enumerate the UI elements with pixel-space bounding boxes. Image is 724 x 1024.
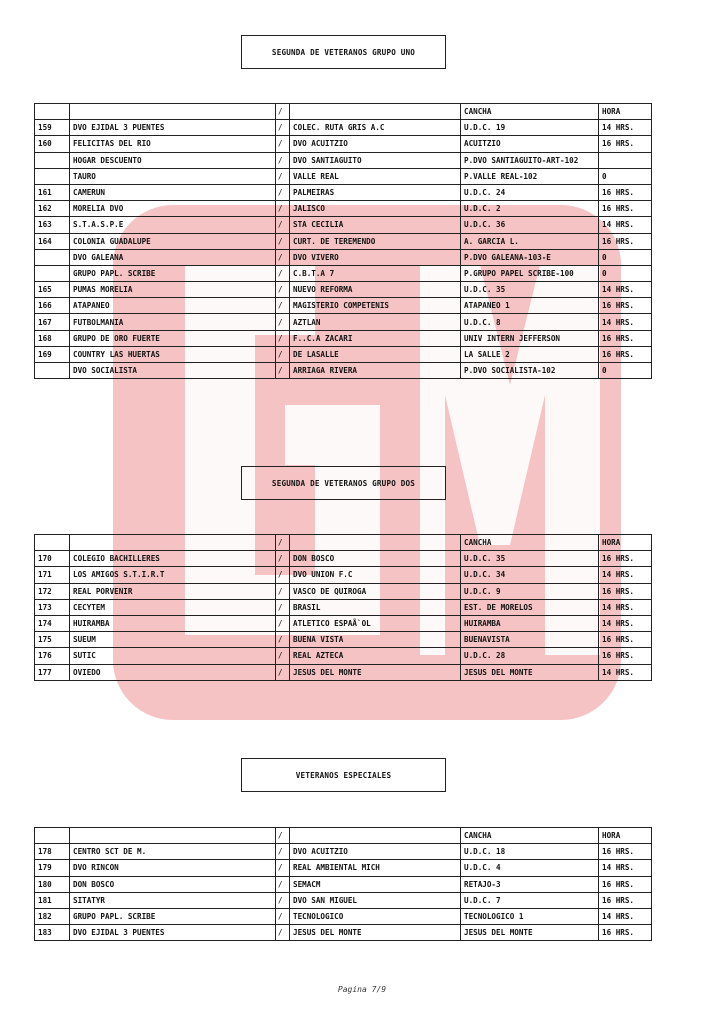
home-team-cell: CAMERUN [70, 184, 276, 200]
separator-cell: / [276, 346, 290, 362]
away-team-cell: STA CECILIA [290, 217, 461, 233]
venue-cell: BUENAVISTA [461, 632, 599, 648]
table-row [35, 249, 652, 265]
table-row [35, 298, 652, 314]
match-number-cell: 163 [35, 217, 70, 233]
separator-cell: / [276, 249, 290, 265]
time-cell: 0 [599, 265, 652, 281]
venue-cell: P.DVO GALEANA-103-E [461, 249, 599, 265]
match-number-cell: 160 [35, 136, 70, 152]
separator-cell: / [276, 265, 290, 281]
separator-cell: / [276, 583, 290, 599]
header-time-cell: HORA [599, 828, 652, 844]
home-team-cell: TAURO [70, 168, 276, 184]
away-team-cell: VASCO DE QUIROGA [290, 583, 461, 599]
header-venue-cell: CANCHA [461, 535, 599, 551]
table-row [35, 265, 652, 281]
venue-cell: ATAPANEO 1 [461, 298, 599, 314]
time-cell: 16 HRS. [599, 330, 652, 346]
table-row [35, 136, 652, 152]
venue-cell: U.D.C. 28 [461, 648, 599, 664]
time-cell: 16 HRS. [599, 648, 652, 664]
time-cell: 14 HRS. [599, 217, 652, 233]
time-cell: 0 [599, 249, 652, 265]
match-number-cell: 179 [35, 860, 70, 876]
away-team-cell: CURT. DE TEREMENDO [290, 233, 461, 249]
match-number-cell: 165 [35, 282, 70, 298]
match-number-cell: 183 [35, 925, 70, 941]
fixtures-table [34, 827, 652, 941]
home-team-cell: SUEUM [70, 632, 276, 648]
venue-cell: ACUITZIO [461, 136, 599, 152]
match-number-cell: 176 [35, 648, 70, 664]
venue-cell: EST. DE MORELOS [461, 599, 599, 615]
header-venue-cell: CANCHA [461, 104, 599, 120]
header-home-team-cell [70, 828, 276, 844]
away-team-cell: COLEC. RUTA GRIS A.C [290, 120, 461, 136]
away-team-cell: DON BOSCO [290, 551, 461, 567]
time-cell: 16 HRS. [599, 583, 652, 599]
table-row [35, 152, 652, 168]
separator-cell: / [276, 599, 290, 615]
match-number-cell [35, 168, 70, 184]
table-header-row [35, 535, 652, 551]
separator-cell: / [276, 615, 290, 631]
table-row [35, 184, 652, 200]
time-cell: 16 HRS. [599, 201, 652, 217]
venue-cell: U.D.C. 34 [461, 567, 599, 583]
table-row [35, 892, 652, 908]
home-team-cell: DVO EJIDAL 3 PUENTES [70, 120, 276, 136]
time-cell: 16 HRS. [599, 233, 652, 249]
home-team-cell: ATAPANEO [70, 298, 276, 314]
table-row [35, 282, 652, 298]
match-number-cell: 173 [35, 599, 70, 615]
match-number-cell: 175 [35, 632, 70, 648]
venue-cell: A. GARCIA L. [461, 233, 599, 249]
away-team-cell: C.B.T.A 7 [290, 265, 461, 281]
home-team-cell: REAL PORVENIR [70, 583, 276, 599]
time-cell: 14 HRS. [599, 282, 652, 298]
home-team-cell: LOS AMIGOS S.T.I.R.T [70, 567, 276, 583]
time-cell: 0 [599, 168, 652, 184]
separator-cell: / [276, 152, 290, 168]
table-row [35, 615, 652, 631]
header-separator-cell: / [276, 104, 290, 120]
home-team-cell: DON BOSCO [70, 876, 276, 892]
header-home-team-cell [70, 535, 276, 551]
match-number-cell: 181 [35, 892, 70, 908]
table-row [35, 567, 652, 583]
match-number-cell: 178 [35, 844, 70, 860]
match-number-cell: 164 [35, 233, 70, 249]
time-cell: 14 HRS. [599, 615, 652, 631]
venue-cell: U.D.C. 35 [461, 282, 599, 298]
match-number-cell: 174 [35, 615, 70, 631]
time-cell [599, 152, 652, 168]
home-team-cell: MORELIA DVO [70, 201, 276, 217]
time-cell: 0 [599, 363, 652, 379]
home-team-cell: HUIRAMBA [70, 615, 276, 631]
home-team-cell: DVO EJIDAL 3 PUENTES [70, 925, 276, 941]
table-row [35, 346, 652, 362]
away-team-cell: DE LASALLE [290, 346, 461, 362]
separator-cell: / [276, 120, 290, 136]
away-team-cell: MAGISTERIO COMPETENIS [290, 298, 461, 314]
separator-cell: / [276, 664, 290, 680]
venue-cell: UNIV INTERN JEFFERSON [461, 330, 599, 346]
home-team-cell: DVO RINCON [70, 860, 276, 876]
home-team-cell: DVO GALEANA [70, 249, 276, 265]
time-cell: 16 HRS. [599, 346, 652, 362]
table-row [35, 925, 652, 941]
venue-cell: HUIRAMBA [461, 615, 599, 631]
time-cell: 16 HRS. [599, 136, 652, 152]
away-team-cell: VALLE REAL [290, 168, 461, 184]
away-team-cell: BRASIL [290, 599, 461, 615]
venue-cell: U.D.C. 4 [461, 860, 599, 876]
away-team-cell: F..C.A ZACARI [290, 330, 461, 346]
header-away-team-cell [290, 104, 461, 120]
away-team-cell: JALISCO [290, 201, 461, 217]
separator-cell: / [276, 217, 290, 233]
time-cell: 14 HRS. [599, 599, 652, 615]
home-team-cell: FELICITAS DEL RIO [70, 136, 276, 152]
time-cell: 16 HRS. [599, 632, 652, 648]
home-team-cell: SUTIC [70, 648, 276, 664]
table-row [35, 599, 652, 615]
home-team-cell: GRUPO PAPL. SCRIBE [70, 265, 276, 281]
header-away-team-cell [290, 535, 461, 551]
table-row [35, 860, 652, 876]
header-match-number-cell [35, 104, 70, 120]
venue-cell: P.VALLE REAL-102 [461, 168, 599, 184]
fixtures-table [34, 534, 652, 681]
away-team-cell: DVO ACUITZIO [290, 136, 461, 152]
header-home-team-cell [70, 104, 276, 120]
venue-cell: U.D.C. 24 [461, 184, 599, 200]
table-header-row [35, 104, 652, 120]
home-team-cell: HOGAR DESCUENTO [70, 152, 276, 168]
time-cell: 14 HRS. [599, 120, 652, 136]
table-row [35, 632, 652, 648]
venue-cell: P.DVO SANTIAGUITO-ART-102 [461, 152, 599, 168]
venue-cell: P.DVO SOCIALISTA-102 [461, 363, 599, 379]
header-separator-cell: / [276, 828, 290, 844]
table-row [35, 168, 652, 184]
away-team-cell: JESUS DEL MONTE [290, 664, 461, 680]
match-number-cell: 182 [35, 908, 70, 924]
separator-cell: / [276, 876, 290, 892]
away-team-cell: REAL AZTECA [290, 648, 461, 664]
time-cell: 16 HRS. [599, 551, 652, 567]
time-cell: 14 HRS. [599, 908, 652, 924]
page-footer: Pagina 7/9 [337, 985, 387, 994]
header-match-number-cell [35, 828, 70, 844]
match-number-cell: 168 [35, 330, 70, 346]
match-number-cell: 162 [35, 201, 70, 217]
match-number-cell [35, 249, 70, 265]
separator-cell: / [276, 233, 290, 249]
match-number-cell: 169 [35, 346, 70, 362]
home-team-cell: COLONIA GUADALUPE [70, 233, 276, 249]
separator-cell: / [276, 282, 290, 298]
venue-cell: TECNOLOGICO 1 [461, 908, 599, 924]
table-row [35, 314, 652, 330]
match-number-cell [35, 363, 70, 379]
table-row [35, 844, 652, 860]
separator-cell: / [276, 632, 290, 648]
table-row [35, 201, 652, 217]
venue-cell: U.D.C. 2 [461, 201, 599, 217]
venue-cell: U.D.C. 36 [461, 217, 599, 233]
section-title: VETERANOS ESPECIALES [241, 758, 446, 792]
home-team-cell: COLEGIO BACHILLERES [70, 551, 276, 567]
separator-cell: / [276, 908, 290, 924]
time-cell: 16 HRS. [599, 298, 652, 314]
match-number-cell: 177 [35, 664, 70, 680]
match-number-cell: 170 [35, 551, 70, 567]
table-row [35, 330, 652, 346]
table-row [35, 908, 652, 924]
home-team-cell: SITATYR [70, 892, 276, 908]
separator-cell: / [276, 551, 290, 567]
home-team-cell: DVO SOCIALISTA [70, 363, 276, 379]
header-time-cell: HORA [599, 104, 652, 120]
time-cell: 16 HRS. [599, 892, 652, 908]
time-cell: 16 HRS. [599, 844, 652, 860]
table-row [35, 217, 652, 233]
separator-cell: / [276, 844, 290, 860]
away-team-cell: DVO SANTIAGUITO [290, 152, 461, 168]
match-number-cell: 171 [35, 567, 70, 583]
header-time-cell: HORA [599, 535, 652, 551]
table-row [35, 583, 652, 599]
header-match-number-cell [35, 535, 70, 551]
away-team-cell: ARRIAGA RIVERA [290, 363, 461, 379]
match-number-cell [35, 265, 70, 281]
time-cell: 16 HRS. [599, 876, 652, 892]
separator-cell: / [276, 648, 290, 664]
away-team-cell: PALMEIRAS [290, 184, 461, 200]
separator-cell: / [276, 925, 290, 941]
match-number-cell: 180 [35, 876, 70, 892]
separator-cell: / [276, 892, 290, 908]
home-team-cell: PUMAS MORELIA [70, 282, 276, 298]
time-cell: 16 HRS. [599, 925, 652, 941]
home-team-cell: CENTRO SCT DE M. [70, 844, 276, 860]
table-row [35, 551, 652, 567]
match-number-cell: 172 [35, 583, 70, 599]
venue-cell: U.D.C. 8 [461, 314, 599, 330]
separator-cell: / [276, 567, 290, 583]
table-row [35, 363, 652, 379]
venue-cell: U.D.C. 18 [461, 844, 599, 860]
away-team-cell: DVO UNION F.C [290, 567, 461, 583]
table-row [35, 648, 652, 664]
venue-cell: U.D.C. 35 [461, 551, 599, 567]
header-venue-cell: CANCHA [461, 828, 599, 844]
table-header-row [35, 828, 652, 844]
match-number-cell: 159 [35, 120, 70, 136]
venue-cell: JESUS DEL MONTE [461, 664, 599, 680]
table-row [35, 664, 652, 680]
home-team-cell: GRUPO PAPL. SCRIBE [70, 908, 276, 924]
venue-cell: U.D.C. 9 [461, 583, 599, 599]
separator-cell: / [276, 860, 290, 876]
venue-cell: P.GRUPO PAPEL SCRIBE-100 [461, 265, 599, 281]
away-team-cell: SEMACM [290, 876, 461, 892]
away-team-cell: ATLETICO ESPAÃ`OL [290, 615, 461, 631]
time-cell: 14 HRS. [599, 567, 652, 583]
away-team-cell: JESUS DEL MONTE [290, 925, 461, 941]
match-number-cell: 166 [35, 298, 70, 314]
time-cell: 14 HRS. [599, 860, 652, 876]
separator-cell: / [276, 201, 290, 217]
match-number-cell: 167 [35, 314, 70, 330]
time-cell: 14 HRS. [599, 314, 652, 330]
away-team-cell: NUEVO REFORMA [290, 282, 461, 298]
section-title: SEGUNDA DE VETERANOS GRUPO DOS [241, 466, 446, 500]
separator-cell: / [276, 330, 290, 346]
section-title: SEGUNDA DE VETERANOS GRUPO UNO [241, 35, 446, 69]
match-number-cell: 161 [35, 184, 70, 200]
away-team-cell: BUENA VISTA [290, 632, 461, 648]
table-row [35, 876, 652, 892]
separator-cell: / [276, 363, 290, 379]
header-separator-cell: / [276, 535, 290, 551]
table-row [35, 233, 652, 249]
match-number-cell [35, 152, 70, 168]
header-away-team-cell [290, 828, 461, 844]
home-team-cell: S.T.A.S.P.E [70, 217, 276, 233]
home-team-cell: GRUPO DE ORO FUERTE [70, 330, 276, 346]
away-team-cell: DVO VIVERO [290, 249, 461, 265]
away-team-cell: DVO ACUITZIO [290, 844, 461, 860]
separator-cell: / [276, 314, 290, 330]
home-team-cell: CECYTEM [70, 599, 276, 615]
separator-cell: / [276, 298, 290, 314]
home-team-cell: COUNTRY LAS HUERTAS [70, 346, 276, 362]
table-row [35, 120, 652, 136]
separator-cell: / [276, 136, 290, 152]
venue-cell: U.D.C. 7 [461, 892, 599, 908]
time-cell: 14 HRS. [599, 664, 652, 680]
home-team-cell: OVIEDO [70, 664, 276, 680]
home-team-cell: FUTBOLMANIA [70, 314, 276, 330]
venue-cell: LA SALLE 2 [461, 346, 599, 362]
fixtures-table [34, 103, 652, 379]
venue-cell: JESUS DEL MONTE [461, 925, 599, 941]
time-cell: 16 HRS. [599, 184, 652, 200]
away-team-cell: AZTLAN [290, 314, 461, 330]
away-team-cell: TECNOLOGICO [290, 908, 461, 924]
separator-cell: / [276, 168, 290, 184]
venue-cell: U.D.C. 19 [461, 120, 599, 136]
away-team-cell: REAL AMBIENTAL MICH [290, 860, 461, 876]
separator-cell: / [276, 184, 290, 200]
away-team-cell: DVO SAN MIGUEL [290, 892, 461, 908]
venue-cell: RETAJO-3 [461, 876, 599, 892]
